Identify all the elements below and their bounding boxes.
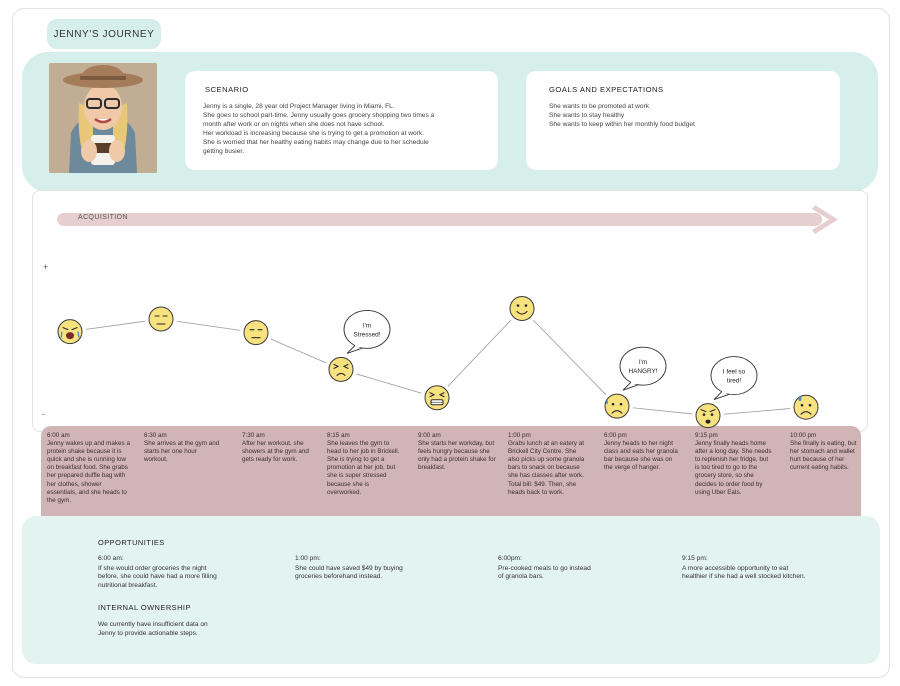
page-title: JENNY'S JOURNEY <box>47 19 161 49</box>
event-8 <box>695 432 773 497</box>
scenario-line: She goes to school part-time. Jenny usually goes grocery shopping two times a <box>203 112 435 119</box>
event-9 <box>790 432 860 472</box>
stressed-face-icon <box>329 357 353 381</box>
opportunities-heading: OPPORTUNITIES <box>98 538 165 547</box>
event-1 <box>47 432 133 505</box>
scenario-heading: SCENARIO <box>205 85 249 94</box>
speech-bubble-text: I'm <box>362 322 372 330</box>
axis-negative-marker: - <box>42 409 45 419</box>
event-time: 6:00 am <box>47 432 70 439</box>
event-5 <box>418 432 496 472</box>
crying-face-icon <box>58 320 82 344</box>
event-time: 9:00 am <box>418 432 441 439</box>
upset-face-icon <box>696 404 720 428</box>
event-description: She leaves the gym to head to her job in Brickell. She is trying to get a promotion at her job, but she is super stressed because she is overworked. <box>327 440 400 496</box>
event-description: She starts her workday, but feels hungry because she only had a protein shake for breakfast. <box>418 440 496 472</box>
event-description: Grabs lunch at an eatery at Brickell City Centre. She also picks up some granola bars to snack on because she has classes after work. Total bill: $49. Then, she heads back to work. <box>508 440 585 496</box>
event-description: Jenny wakes up and makes a protein shake because it is quick and she is running low on breakfast food. She grabs her prepared duffle bag with her clothes, shower essentials, and she heads to the gym. <box>47 440 130 504</box>
event-7 <box>604 432 680 472</box>
opportunity-item <box>98 555 223 591</box>
scenario-line: Her workload is increasing because she is trying to get a promotion at work. <box>203 130 424 137</box>
happy-face-icon <box>510 297 534 321</box>
scenario-line: getting busier. <box>203 148 245 155</box>
event-time: 10:00 pm <box>790 432 817 439</box>
goal-line: She wants to stay healthy <box>549 112 625 119</box>
emotion-connector-line <box>356 374 421 393</box>
ownership-heading: INTERNAL OWNERSHIP <box>98 603 191 612</box>
event-description: Jenny finally heads home after a long day. She needs to replenish her fridge, but is too tired to go to the grocery store, so she decides to order food by using Uber Eats. <box>695 440 772 496</box>
opportunity-text: If she would order groceries the night before, she could have had a more filling nutritional breakfast. <box>98 564 217 590</box>
scenario-line: month after work or on nights when she does not have school. <box>203 121 385 128</box>
speech-bubble-text: HANGRY! <box>628 368 658 376</box>
speech-bubble-text: I'm <box>638 359 648 367</box>
event-time: 6:30 am <box>144 432 167 439</box>
emotion-connector-line <box>448 320 511 386</box>
emotion-connector-line <box>271 339 327 363</box>
event-description: Jenny heads to her night class and eats her granola bar because she was on the verge of hanger. <box>604 440 678 472</box>
event-time: 6:00 pm <box>604 432 627 439</box>
opportunity-text: She could have saved $49 by buying groceries beforehand instead. <box>295 564 403 581</box>
phase-arrow-shaft <box>57 213 822 226</box>
event-description: She finally is eating, but her stomach and wallet hurt because of her current eating habits. <box>790 440 857 472</box>
emotion-connector-line <box>177 321 240 330</box>
emotion-connector-line <box>533 320 606 395</box>
sweaty-frown-face-icon <box>794 395 818 419</box>
emotion-connector-line <box>724 409 790 415</box>
goal-line: She wants to be promoted at work <box>549 103 650 110</box>
opportunity-item <box>295 555 405 582</box>
speech-bubble <box>620 347 666 390</box>
event-time: 7:30 am <box>242 432 265 439</box>
opportunity-text: A more accessible opportunity to eat healthier if she had a well stocked kitchen. <box>682 564 806 581</box>
axis-positive-marker: + <box>43 262 49 272</box>
event-time: 1:00 pm <box>508 432 531 439</box>
opportunity-time: 1:00 pm: <box>295 555 321 562</box>
event-description: She arrives at the gym and starts her one hour workout. <box>144 440 220 464</box>
emotion-connector-line <box>633 408 692 414</box>
event-description: After her workout, she showers at the gym and gets ready for work. <box>242 440 309 464</box>
opportunity-text: Pre-cooked meals to go instead of granola bars. <box>498 564 591 581</box>
event-4 <box>327 432 405 497</box>
opportunity-time: 6:00 am: <box>98 555 124 562</box>
opportunity-time: 6:00pm: <box>498 555 522 562</box>
event-2 <box>144 432 220 464</box>
emotion-faces <box>58 297 818 428</box>
scenario-line: She is worried that her healthy eating habits may change due to her schedule <box>203 139 429 146</box>
grimacing-face-icon <box>425 386 449 410</box>
goal-line: She wants to keep within her monthly food budget <box>549 121 695 128</box>
opportunity-item <box>682 555 810 582</box>
speech-bubble <box>711 357 757 400</box>
opportunity-item <box>498 555 598 582</box>
speech-bubbles <box>344 310 757 399</box>
event-3 <box>242 432 318 464</box>
event-6 <box>508 432 586 497</box>
ownership-text: We currently have insufficient data on Jenny to provide actionable steps. <box>98 621 208 637</box>
speech-bubble <box>344 310 390 353</box>
phase-arrow <box>57 205 838 234</box>
emotion-connector-line <box>86 321 145 329</box>
speech-bubble-text: tired! <box>726 377 742 385</box>
speech-bubble-text: Stressed! <box>353 331 381 339</box>
goals-heading: GOALS AND EXPECTATIONS <box>549 85 664 94</box>
sad-face-icon <box>605 394 629 418</box>
scenario-line: Jenny is a single, 28 year old Project Manager living in Miami, FL. <box>203 103 395 110</box>
neutral-face-icon <box>244 321 268 345</box>
event-time: 8:15 am <box>327 432 350 439</box>
speech-bubble-text: I feel so <box>722 368 746 376</box>
event-time: 9:15 pm <box>695 432 718 439</box>
neutral-face-icon <box>149 307 173 331</box>
opportunity-time: 9:15 pm: <box>682 555 708 562</box>
phase-label: ACQUISITION <box>78 214 128 221</box>
